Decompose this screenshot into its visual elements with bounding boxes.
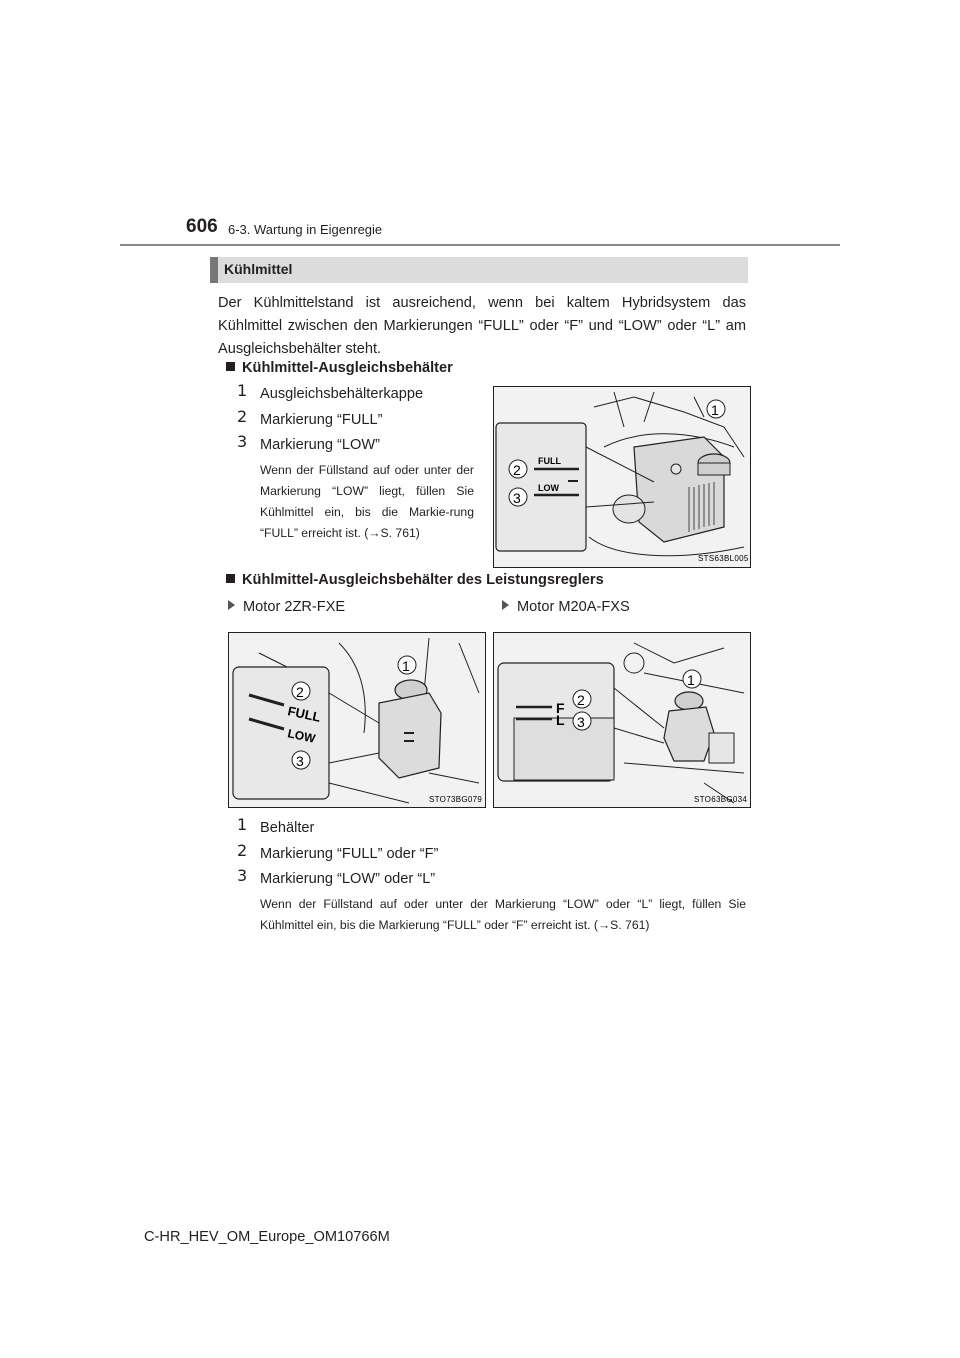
figure3-callout-2: 2 (577, 692, 585, 708)
subheading-reservoir-text: Kühlmittel-Ausgleichsbehälter (242, 360, 453, 376)
item-label-cap: Ausgleichsbehälterkappe (260, 386, 424, 402)
figure1-callout-1: 1 (711, 402, 719, 418)
header-divider (120, 244, 840, 246)
item-label-tank: Behälter (260, 820, 315, 836)
figure1-callout-3: 3 (513, 490, 521, 506)
subheading-reservoir (226, 360, 453, 376)
section-header (210, 257, 748, 283)
figure3-callout-1: 1 (687, 672, 695, 688)
subheading-inverter (226, 572, 604, 588)
inverter-m20a-illustration (494, 633, 750, 807)
figure1-callout-2: 2 (513, 462, 521, 478)
item-label-full-f: Markierung “FULL” oder “F” (260, 846, 439, 862)
figure-inverter-2zr (228, 632, 486, 808)
triangle-bullet-icon (502, 600, 509, 610)
figure-inverter-m20a (493, 632, 751, 808)
item-label-low-l: Markierung “LOW” oder “L” (260, 871, 436, 887)
page-number: 606 (186, 216, 218, 237)
mark-full-label: FULL (538, 456, 561, 466)
callout-number-2: 2 (237, 841, 248, 860)
square-bullet-icon (226, 362, 235, 371)
figure2-callout-3: 3 (296, 753, 304, 769)
item-label-full: Markierung “FULL” (260, 412, 383, 428)
callout-number-2: 2 (237, 407, 248, 426)
figure3-callout-3: 3 (577, 714, 585, 730)
figure1-code: STS63BL005 (698, 554, 749, 563)
inverter-note: Wenn der Füllstand auf oder unter der Markierung “LOW” oder “L” liegt, füllen Sie Kühlmittel ein, bis die Markierung “FULL” oder “F” erreicht ist. (→S. 761) (260, 897, 746, 932)
section-accent (210, 257, 218, 283)
mark-low-label-2zr: LOW (286, 726, 317, 746)
mark-full-label-2zr: FULL (286, 703, 322, 725)
figure2-callout-2: 2 (296, 684, 304, 700)
callout-number-3: 3 (237, 432, 248, 451)
callout-number-1: 1 (237, 815, 248, 834)
item-label-low: Markierung “LOW” (260, 437, 381, 453)
engine-label-right (502, 599, 630, 615)
intro-paragraph: Der Kühlmittelstand ist ausreichend, wenn bei kaltem Hybridsystem das Kühlmittel zwischen den Markierungen “FULL” oder “F” und “LOW” oder “L” am Ausgleichsbehälter steht. (218, 295, 746, 357)
subheading-inverter-text: Kühlmittel-Ausgleichsbehälter des Leistungsreglers (242, 572, 604, 588)
engine-left-text: Motor 2ZR-FXE (243, 599, 346, 615)
section-title: Kühlmittel (224, 261, 293, 277)
mark-low-label-m20a: L (556, 712, 565, 728)
reservoir-illustration (494, 387, 750, 567)
figure-reservoir (493, 386, 751, 568)
triangle-bullet-icon (228, 600, 235, 610)
square-bullet-icon (226, 574, 235, 583)
engine-right-text: Motor M20A-FXS (517, 599, 630, 615)
figure2-callout-1: 1 (402, 658, 410, 674)
inverter-2zr-illustration (229, 633, 485, 807)
figure3-code: STO63BG034 (694, 795, 748, 804)
document-id: C-HR_HEV_OM_Europe_OM10766M (144, 1229, 390, 1245)
figure2-code: STO73BG079 (429, 795, 483, 804)
reservoir-note: Wenn der Füllstand auf oder unter der Markierung “LOW” liegt, füllen Sie Kühlmittel ein, bis die Markie-rung “FULL” erreicht ist. (→S. 761) (260, 463, 474, 540)
callout-number-1: 1 (237, 381, 248, 400)
mark-low-label: LOW (538, 483, 559, 493)
chapter-title: 6-3. Wartung in Eigenregie (228, 222, 383, 237)
mark-full-label-m20a: F (556, 700, 565, 716)
callout-number-3: 3 (237, 866, 248, 885)
engine-label-left (228, 599, 345, 615)
